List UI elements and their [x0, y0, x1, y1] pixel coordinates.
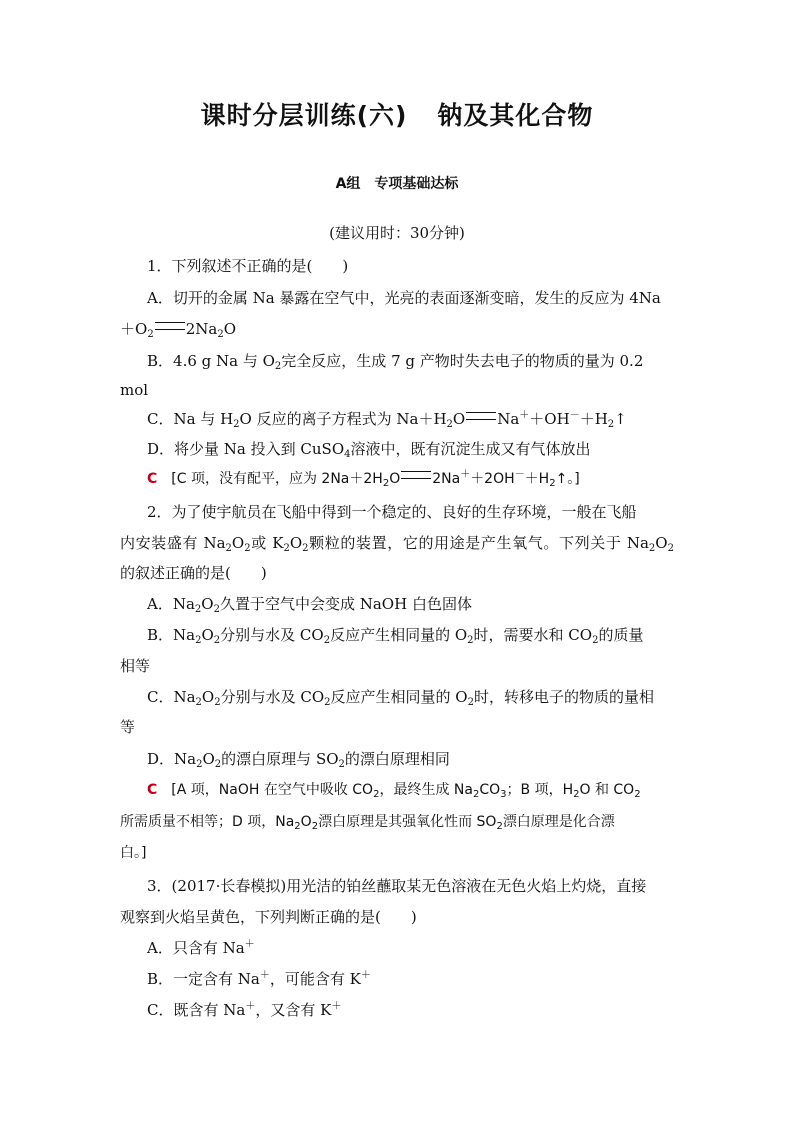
q1-answer-explanation: C [C 项，没有配平，应为 $2Na+2H_2O$ $2Na^++2OH^-+H_2↑$。] [147, 469, 580, 489]
q3-stem-line1: 3．(2017·长春模拟)用光洁的铂丝蘸取某无色溶液在无色火焰上灼烧，直接 [147, 877, 647, 895]
q2-answer-explanation-line3: 白。] [120, 845, 147, 861]
equals-sign [401, 471, 431, 479]
q1-option-c: C．Na 与 $H_2O$ 反应的离子方程式为 $Na+H_2O$ $Na^++OH^-+H_2↑$ [147, 410, 627, 430]
q1-option-a-line2: $+O_2$ $2Na_2O$ [120, 320, 236, 340]
q3-option-b: B．一定含有 Na＋，可能含有 K＋ [147, 970, 371, 988]
q2-answer-explanation-line2: 所需质量不相等；D 项，$Na_2O_2$漂白原理是其强氧化性而 $SO_2$漂白原理是化合漂 [120, 814, 615, 832]
time-note: (建议用时：30分钟) [329, 224, 465, 242]
q3-option-c: C．既含有 Na＋，又含有 K＋ [147, 1001, 342, 1019]
q2-option-b-line1: B．$Na_2O_2$分别与水及 $CO_2$反应产生相同量的 $O_2$时，需要水和 $CO_2$的质量 [147, 626, 644, 646]
q1-answer: C [147, 471, 158, 487]
q2-option-c-line1: C．$Na_2O_2$分别与水及 $CO_2$反应产生相同量的 $O_2$时，转移电子的物质的量相 [147, 688, 654, 708]
q2-option-c-line2: 等 [120, 718, 136, 736]
q3-option-a: A．只含有 Na＋ [147, 939, 255, 957]
title-topic: 钠及其化合物 [437, 101, 594, 130]
q2-answer: C [147, 782, 158, 798]
title-main: 课时分层训练(六) [200, 101, 408, 130]
equals-sign [155, 322, 185, 330]
q2-answer-explanation-line1: C [A 项，NaOH 在空气中吸收 $CO_2$，最终生成 $Na_2CO_3$；B 项，$H_2O$ 和 $CO_2$ [147, 782, 641, 800]
q1-option-b-line1: B．4.6 g Na 与 $O_2$完全反应，生成 7 g 产物时失去电子的物质的量为 0.2 [147, 352, 644, 372]
q3-stem-line2: 观察到火焰呈黄色，下列判断正确的是( ) [120, 908, 417, 926]
group-label: A组 [335, 176, 361, 192]
q2-option-d: D．$Na_2O_2$的漂白原理与 $SO_2$的漂白原理相同 [147, 750, 450, 770]
q1-option-a-line1: A．切开的金属 Na 暴露在空气中，光亮的表面逐渐变暗，发生的反应为 4Na [147, 289, 661, 307]
q2-stem-line1: 2．为了使宇航员在飞船中得到一个稳定的、良好的生存环境，一般在飞船 [147, 503, 637, 521]
q2-stem-line2: 内安装盛有 $Na_2O_2$或 $K_2O_2$颗粒的装置，它的用途是产生氧气。下列关于 $Na_2O_2$ [120, 534, 674, 554]
q1-stem: 1．下列叙述不正确的是( ) [147, 257, 349, 275]
equals-sign [466, 412, 496, 420]
q1-option-b-line2: mol [120, 381, 149, 399]
group-name: 专项基础达标 [374, 176, 459, 192]
q2-option-b-line2: 相等 [120, 657, 151, 675]
q2-stem-line3: 的叙述正确的是( ) [120, 564, 267, 582]
q2-option-a: A．$Na_2O_2$久置于空气中会变成 NaOH 白色固体 [147, 595, 472, 615]
q1-option-d: D．将少量 Na 投入到 CuSO$_4$溶液中，既有沉淀生成又有气体放出 [147, 440, 591, 460]
section-heading [0, 173, 794, 193]
page-title [0, 96, 794, 132]
